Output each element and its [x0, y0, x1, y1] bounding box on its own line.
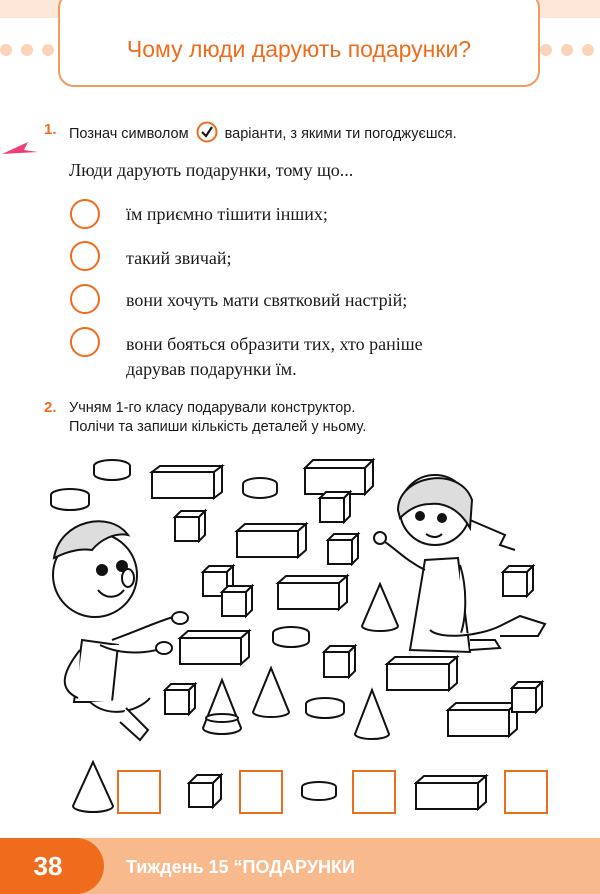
answer-brick-icon: [414, 773, 490, 811]
instruction-before: Познач символом: [69, 125, 189, 142]
cylinder-icon: [94, 460, 130, 480]
option-4-text: вони бояться образити тих, хто раніше: [126, 334, 423, 354]
cube-icon: [165, 684, 195, 714]
cube-icon: [175, 511, 205, 541]
brick-icon: [237, 524, 306, 557]
option-2-text: такий звичай;: [126, 248, 232, 268]
task-1-number: 1.: [44, 121, 57, 138]
option-4-text-line2: дарував подарунки їм.: [126, 359, 297, 379]
page-title: Чому люди дарують подарунки?: [126, 36, 472, 62]
answer-box-cubes[interactable]: [239, 770, 283, 814]
cone-icon: [203, 680, 241, 734]
brick-icon: [152, 466, 222, 498]
page-number: 38: [33, 851, 63, 881]
option-1-text: їм приємно тішити інших;: [126, 204, 328, 224]
cube-icon: [328, 534, 358, 564]
answer-cube-icon: [186, 772, 226, 812]
cube-icon: [222, 586, 252, 616]
cylinder-icon: [243, 478, 277, 498]
pink-arrow-icon: [0, 134, 40, 164]
cylinder-icon: [51, 489, 89, 510]
option-3-checkbox[interactable]: [70, 284, 100, 314]
brick-icon: [448, 703, 517, 736]
cone-icon: [253, 668, 289, 717]
cone-icon: [362, 584, 398, 631]
brick-icon: [305, 460, 373, 494]
brick-icon: [278, 576, 347, 609]
task-1-instruction: [69, 121, 457, 147]
task-1-lead: Люди дарують подарунки, тому що...: [69, 160, 354, 180]
task-2-line2: Полічи та запиши кількість деталей у ньому.: [69, 419, 367, 435]
dots-right: [540, 44, 594, 56]
answer-cylinder-icon: [300, 780, 340, 806]
cube-icon: [512, 682, 542, 712]
option-2-checkbox[interactable]: [70, 241, 100, 271]
task-2-line1: Учням 1-го класу подарували конструктор.: [69, 400, 356, 416]
task-2-number: 2.: [44, 399, 57, 416]
option-4-checkbox[interactable]: [70, 327, 100, 357]
illustration-scene: [0, 440, 600, 770]
answer-cone-icon: [70, 760, 116, 816]
brick-icon: [387, 657, 457, 690]
answer-box-cylinders[interactable]: [352, 770, 396, 814]
answer-box-bricks[interactable]: [504, 770, 548, 814]
cylinder-icon: [306, 698, 344, 718]
cube-icon: [324, 646, 355, 677]
girl-illustration: [374, 475, 545, 652]
instruction-after: варіанти, з якими ти погоджуєшся.: [224, 125, 457, 142]
answer-box-cones[interactable]: [117, 770, 161, 814]
check-circle-icon: [196, 121, 218, 147]
cone-icon: [355, 690, 389, 739]
cylinder-icon: [273, 627, 309, 647]
option-3-text: вони хочуть мати святковий настрій;: [126, 290, 408, 310]
cube-icon: [320, 492, 350, 522]
footer-label: Тиждень 15 “ПОДАРУНКИ: [126, 857, 355, 877]
brick-icon: [180, 631, 249, 664]
option-1-checkbox[interactable]: [70, 199, 100, 229]
cube-icon: [503, 566, 533, 596]
